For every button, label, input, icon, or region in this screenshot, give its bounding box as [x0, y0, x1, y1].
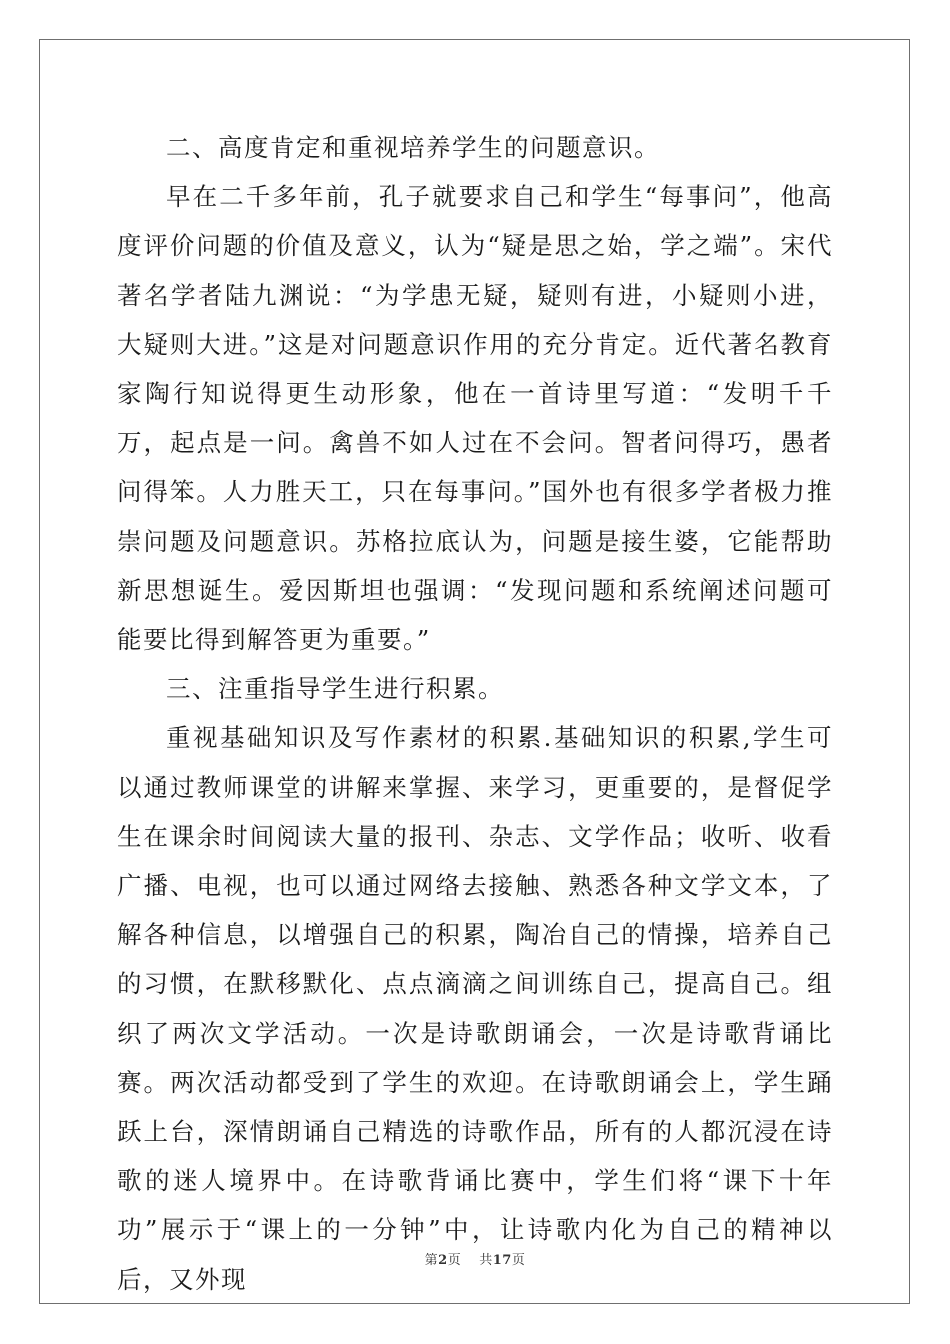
section-heading-2: 二、高度肯定和重视培养学生的问题意识。	[166, 133, 660, 162]
body-paragraph: 早在二千多年前，孔子就要求自己和学生“每事问”，他高度评价问题的价值及意义，认为“疑是思之始，学之端”。宋代著名学者陆九渊说：“为学患无疑，疑则有进，小疑则小进，大疑则大进。”这是对问题意识作用的充分肯定。近代著名教育家陶行知说得更生动形象，他在一首诗里写道：“发明千千万，起点是一问。禽兽不如人过在不会问。智者问得巧，愚者问得笨。人力胜天工，只在每事问。”国外也有很多学者极力推崇问题及问题意识。苏格拉底认为，问题是接生婆，它能帮助新思想诞生。爱因斯坦也强调：“发现问题和系统阐述问题可能要比得到解答更为重要。”	[117, 182, 833, 655]
page-footer	[0, 1249, 950, 1268]
document-body	[117, 123, 833, 1304]
page-indicator: 第2页	[424, 1253, 462, 1268]
total-pages-indicator: 共17页	[479, 1253, 526, 1268]
current-page-number: 2	[438, 1253, 448, 1268]
total-pages-number: 17	[492, 1253, 512, 1268]
body-paragraph: 重视基础知识及写作素材的积累.基础知识的积累,学生可以通过教师课堂的讲解来掌握、来学习，更重要的，是督促学生在课余时间阅读大量的报刊、杂志、文学作品；收听、收看广播、电视，也可以通过网络去接触、熟悉各种文学文本，了解各种信息，以增强自己的积累，陶冶自己的情操，培养自己的习惯，在默移默化、点点滴滴之间训练自己，提高自己。组织了两次文学活动。一次是诗歌朗诵会，一次是诗歌背诵比赛。两次活动都受到了学生的欢迎。在诗歌朗诵会上，学生踊跃上台，深情朗诵自己精选的诗歌作品，所有的人都沉浸在诗歌的迷人境界中。在诗歌背诵比赛中，学生们将“课下十年功”展示于“课上的一分钟”中，让诗歌内化为自己的精神以后，又外现	[117, 723, 833, 1294]
section-heading-3: 三、注重指导学生进行积累。	[166, 674, 504, 704]
